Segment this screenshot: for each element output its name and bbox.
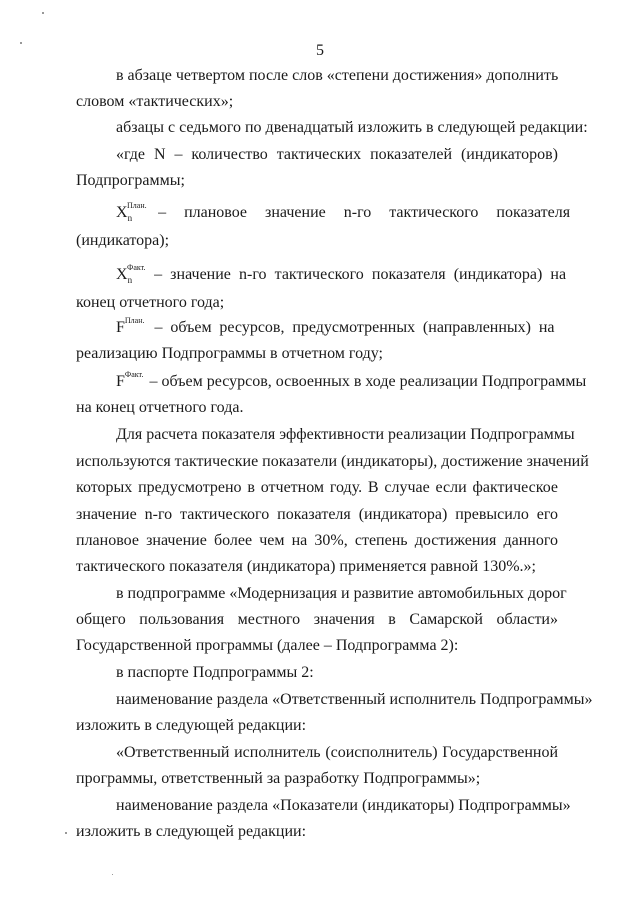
text-line: абзацы с седьмого по двенадцатый изложить в следующей редакции: <box>116 119 588 136</box>
formula-line-fact <box>116 263 567 286</box>
text-line: в подпрограмме «Модернизация и развитие автомобильных дорог <box>116 585 567 602</box>
text-line: – плановое значение n-го тактического показателя <box>158 204 571 221</box>
text-line: Государственной программы (далее – Подпрограмма 2): <box>76 637 459 654</box>
scan-speck <box>65 832 67 834</box>
text-line: «где N – количество тактических показателей (индикаторов) <box>116 146 558 163</box>
text-line: используются тактические показатели (индикаторы), достижение значений <box>76 453 589 470</box>
text-line: Подпрограммы; <box>76 172 185 189</box>
text-line: программы, ответственный за разработку Подпрограммы»; <box>76 770 481 787</box>
formula-line-f-fact <box>116 370 587 394</box>
scan-speck <box>112 874 113 875</box>
text-line: – объем ресурсов, предусмотренных (направленных) на <box>154 319 555 336</box>
text-line: изложить в следующей редакции: <box>76 717 307 734</box>
text-line: наименование раздела «Ответственный исполнитель Подпрограммы» <box>116 691 593 708</box>
text-line: реализацию Подпрограммы в отчетном году; <box>76 345 383 362</box>
text-line: «Ответственный исполнитель (соисполнитель) Государственной <box>116 744 558 761</box>
text-line: на конец отчетного года. <box>76 399 244 416</box>
x-plan-symbol: $X_n$ План. <box>116 201 147 223</box>
text-line: – объем ресурсов, освоенных в ходе реализации Подпрограммы <box>149 373 587 390</box>
text-line: которых предусмотрено в отчетном году. В случае если фактическое <box>76 479 558 496</box>
text-line: Для расчета показателя эффективности реализации Подпрограммы <box>116 426 575 443</box>
page-number: 5 <box>316 42 324 59</box>
text-line: наименование раздела «Показатели (индикаторы) Подпрограммы» <box>116 797 571 814</box>
f-plan-symbol: $F^{План.}$ <box>116 316 145 336</box>
text-line: плановое значение более чем на 30%, степень достижения данного <box>76 532 558 549</box>
text-line: общего пользования местного значения в Самарской области» <box>76 611 558 628</box>
text-line: словом «тактических»; <box>76 93 234 110</box>
text-line: (индикатора); <box>76 232 170 249</box>
text-line: в абзаце четвертом после слов «степени достижения» дополнить <box>116 67 559 84</box>
text-line: – значение n-го тактического показателя (индикатора) на <box>154 266 567 283</box>
x-fact-symbol: $X_n$ Факт. <box>116 263 146 285</box>
formula-line-f-plan <box>116 318 558 340</box>
text-line: изложить в следующей редакции: <box>76 823 307 840</box>
formula-line-plan <box>116 201 571 224</box>
text-line: значение n-го тактического показателя (индикатора) превысило его <box>76 506 558 523</box>
f-fact-symbol: $F^{Факт.}$ <box>116 370 144 390</box>
scan-speck <box>42 12 44 14</box>
scan-speck <box>20 42 22 44</box>
text-line: конец отчетного года; <box>76 294 225 311</box>
text-line: в паспорте Подпрограммы 2: <box>116 664 314 681</box>
text-line: тактического показателя (индикатора) применяется равной 130%.»; <box>76 558 536 575</box>
